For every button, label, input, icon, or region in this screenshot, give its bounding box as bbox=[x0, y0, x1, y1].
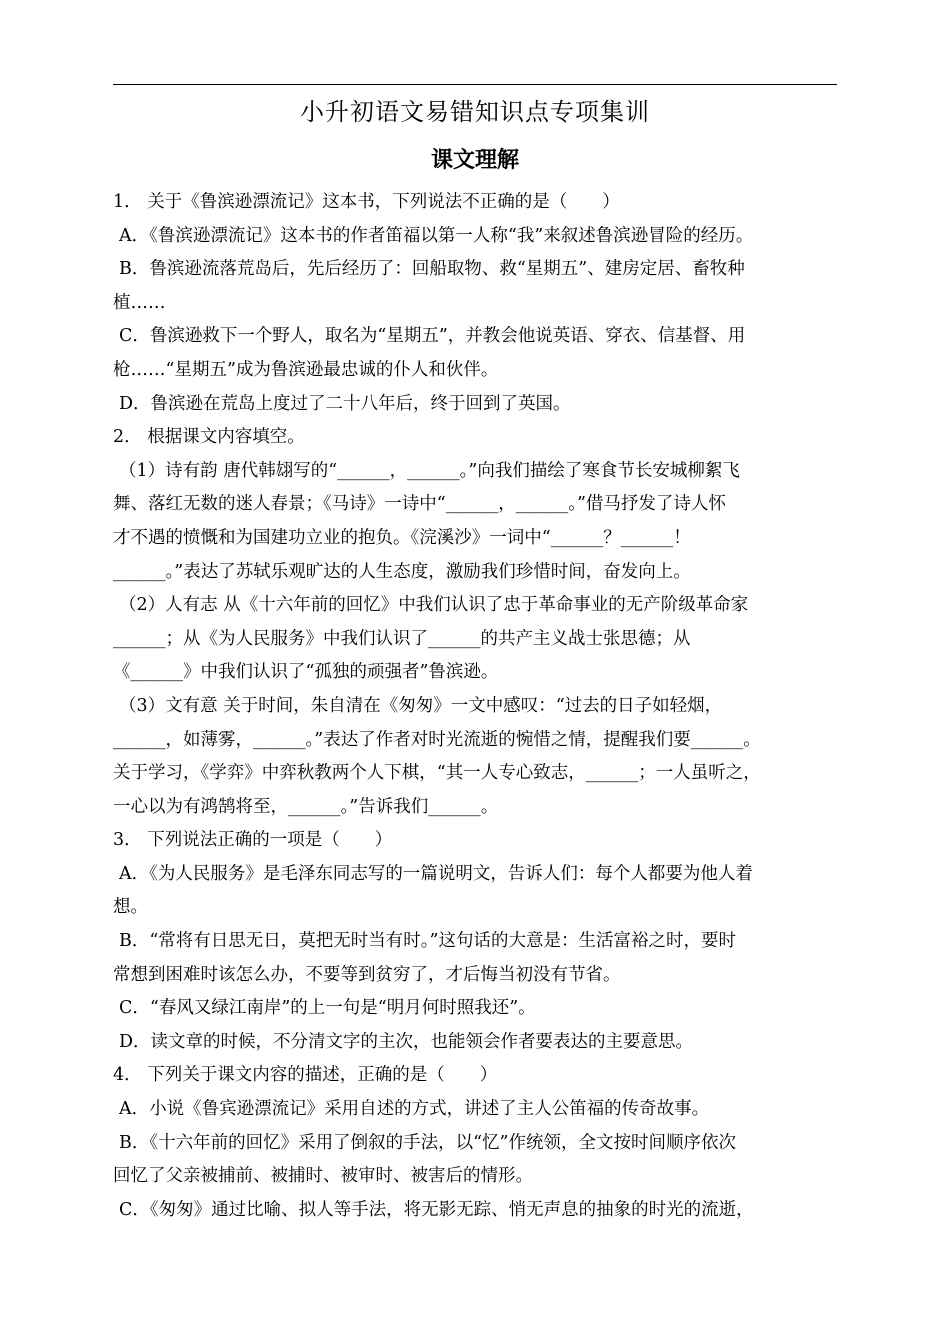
question-2-part-1-cont: 舞、落红无数的迷人春景；《马诗》一诗中“______，______。”借马抒发了诗人怀 bbox=[113, 494, 726, 515]
question-4-option-b: B．《十六年前的回忆》采用了倒叙的手法，以“忆”作统领，全文按时间顺序依次 bbox=[119, 1132, 737, 1153]
header-rule bbox=[113, 84, 837, 85]
question-2-part-2-cont: 《______》中我们认识了“孤独的顽强者”鲁滨逊。 bbox=[113, 662, 499, 683]
question-1-option-d: D．鲁滨逊在荒岛上度过了二十八年后，终于回到了英国。 bbox=[119, 393, 571, 414]
question-3-option-c: C．“春风又绿江南岸”的上一句是“明月何时照我还”。 bbox=[119, 998, 536, 1019]
question-2-part-3-cont: 关于学习，《学弈》中弈秋教两个人下棋，“其一人专心致志，______；一人虽听之， bbox=[113, 763, 761, 784]
question-1-stem: 1． 关于《鲁滨逊漂流记》这本书，下列说法不正确的是（ ） bbox=[113, 192, 620, 212]
question-list bbox=[113, 186, 837, 1227]
question-1-option-a: A．《鲁滨逊漂流记》这本书的作者笛福以第一人称“我”来叙述鲁滨逊冒险的经历。 bbox=[119, 225, 754, 246]
question-1-option-b-cont: 植…… bbox=[113, 292, 166, 313]
question-2-part-3: （3）文有意 关于时间，朱自清在《匆匆》一文中感叹：“过去的日子如轻烟， bbox=[119, 695, 723, 716]
question-1-option-c: C．鲁滨逊救下一个野人，取名为“星期五”，并教会他说英语、穿衣、信基督、用 bbox=[119, 326, 746, 347]
question-3-option-b: B．“常将有日思无日，莫把无时当有时。”这句话的大意是：生活富裕之时，要时 bbox=[119, 931, 737, 952]
question-3-option-b-cont: 常想到困难时该怎么办，不要等到贫穷了，才后悔当初没有节省。 bbox=[113, 964, 621, 985]
question-4-stem: 4． 下列关于课文内容的描述，正确的是（ ） bbox=[113, 1065, 498, 1086]
question-2 bbox=[113, 421, 837, 824]
question-2-part-3-cont: 一心以为有鸿鹄将至，______。”告诉我们______。 bbox=[113, 796, 499, 817]
question-3-option-a: A．《为人民服务》是毛泽东同志写的一篇说明文，告诉人们：每个人都要为他人着 bbox=[119, 863, 753, 884]
question-1 bbox=[113, 186, 837, 421]
question-2-part-2: （2）人有志 从《十六年前的回忆》中我们认识了忠于革命事业的无产阶级革命家 bbox=[119, 595, 749, 616]
question-2-stem: 2． 根据课文内容填空。 bbox=[113, 427, 305, 448]
section-title: 课文理解 bbox=[430, 148, 519, 173]
question-3 bbox=[113, 824, 837, 1059]
question-4-option-c: C．《匆匆》通过比喻、拟人等手法，将无影无踪、悄无声息的抽象的时光的流逝， bbox=[119, 1199, 754, 1220]
question-1-option-c-cont: 枪……“星期五”成为鲁滨逊最忠诚的仆人和伙伴。 bbox=[113, 359, 499, 380]
question-3-option-a-cont: 想。 bbox=[113, 897, 148, 918]
question-1-option-b: B．鲁滨逊流落荒岛后，先后经历了：回船取物、救“星期五”、建房定居、畜牧种 bbox=[119, 259, 745, 280]
question-2-part-1-cont: ______。”表达了苏轼乐观旷达的人生态度，激励我们珍惜时间，奋发向上。 bbox=[113, 561, 691, 582]
document-title: 小升初语文易错知识点专项集训 bbox=[300, 98, 650, 126]
question-4 bbox=[113, 1059, 837, 1227]
question-3-option-d: D．读文章的时候，不分清文字的主次，也能领会作者要表达的主要意思。 bbox=[119, 1031, 694, 1052]
question-2-part-1: （1）诗有韵 唐代韩翃写的“______，______。”向我们描绘了寒食节长安城柳絮飞 bbox=[119, 460, 740, 481]
question-4-option-a: A．小说《鲁宾逊漂流记》采用自述的方式，讲述了主人公笛福的传奇故事。 bbox=[119, 1099, 710, 1120]
question-3-stem: 3． 下列说法正确的一项是（ ） bbox=[113, 830, 393, 851]
question-2-part-3-cont: ______，如薄雾，______。”表达了作者对时光流逝的惋惜之情，提醒我们要______。 bbox=[113, 729, 761, 750]
question-2-part-1-cont: 才不遇的愤慨和为国建功立业的抱负。《浣溪沙》一词中“______？______！ bbox=[113, 527, 691, 548]
question-2-part-2-cont: ______；从《为人民服务》中我们认识了______的共产主义战士张思德；从 bbox=[113, 628, 691, 649]
question-4-option-b-cont: 回忆了父亲被捕前、被捕时、被审时、被害后的情形。 bbox=[113, 1166, 533, 1187]
